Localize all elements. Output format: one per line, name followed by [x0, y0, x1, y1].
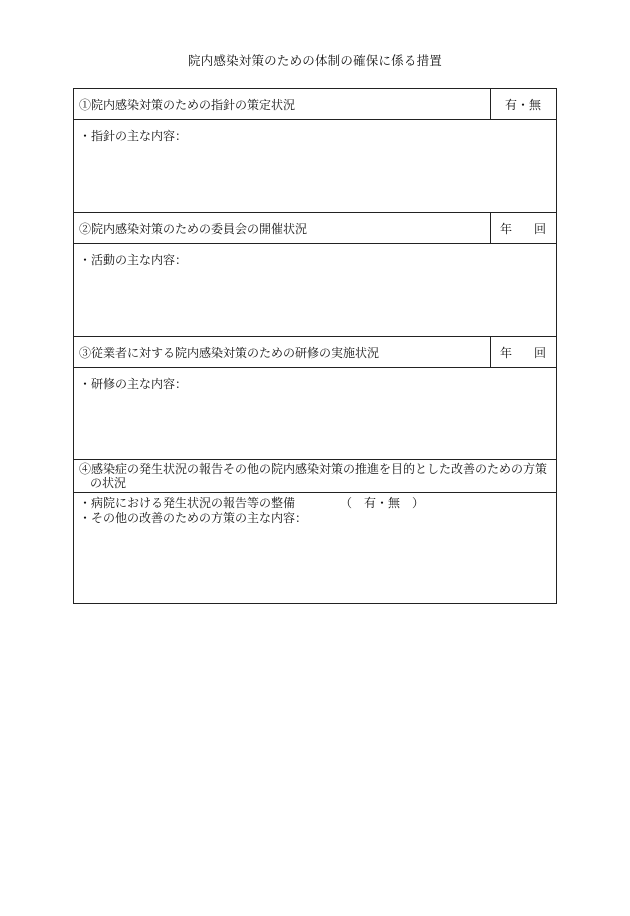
form-table: [73, 88, 557, 604]
section-3-value[interactable]: [490, 344, 556, 361]
section-4-report-choice[interactable]: （ 有・無 ）: [340, 496, 425, 510]
section-4-other-content[interactable]: ・その他の改善のための方策の主な内容：: [79, 511, 308, 525]
section-3-year-unit: 年: [500, 346, 513, 360]
page-title: 院内感染対策のための体制の確保に係る措置: [187, 53, 442, 68]
section-4-label-line1: ④感染症の発生状況の報告その他の院内感染対策の推進を目的とした改善のための方策: [79, 462, 548, 476]
section-2-value[interactable]: [490, 220, 556, 237]
section-2-count-unit: 回: [533, 222, 546, 236]
section-1-label: ①院内感染対策のための指針の策定状況: [79, 98, 296, 112]
section-3-label: ③従業者に対する院内感染対策のための研修の実施状況: [79, 346, 380, 360]
section-4-header-rule: [74, 492, 556, 493]
section-2-bottom-rule: [74, 336, 556, 337]
section-3-bottom-rule: [74, 459, 556, 460]
section-3-content[interactable]: ・研修の主な内容：: [79, 377, 188, 391]
section-1-value: 有・無: [504, 98, 541, 112]
section-4-label-line2: の状況: [90, 476, 127, 490]
section-2-label: ②院内感染対策のための委員会の開催状況: [79, 222, 308, 236]
section-1-content[interactable]: ・指針の主な内容：: [79, 129, 188, 143]
section-2-content[interactable]: ・活動の主な内容：: [79, 253, 188, 267]
section-2-header-rule: [74, 243, 556, 244]
section-3-count-unit: 回: [533, 346, 546, 360]
section-3-header-rule: [74, 367, 556, 368]
section-1-header-rule: [74, 119, 556, 120]
section-4-report-item: ・病院における発生状況の報告等の整備: [79, 496, 296, 510]
section-4-label: [79, 462, 555, 490]
section-1-bottom-rule: [74, 212, 556, 213]
section-2-year-unit: 年: [500, 222, 513, 236]
